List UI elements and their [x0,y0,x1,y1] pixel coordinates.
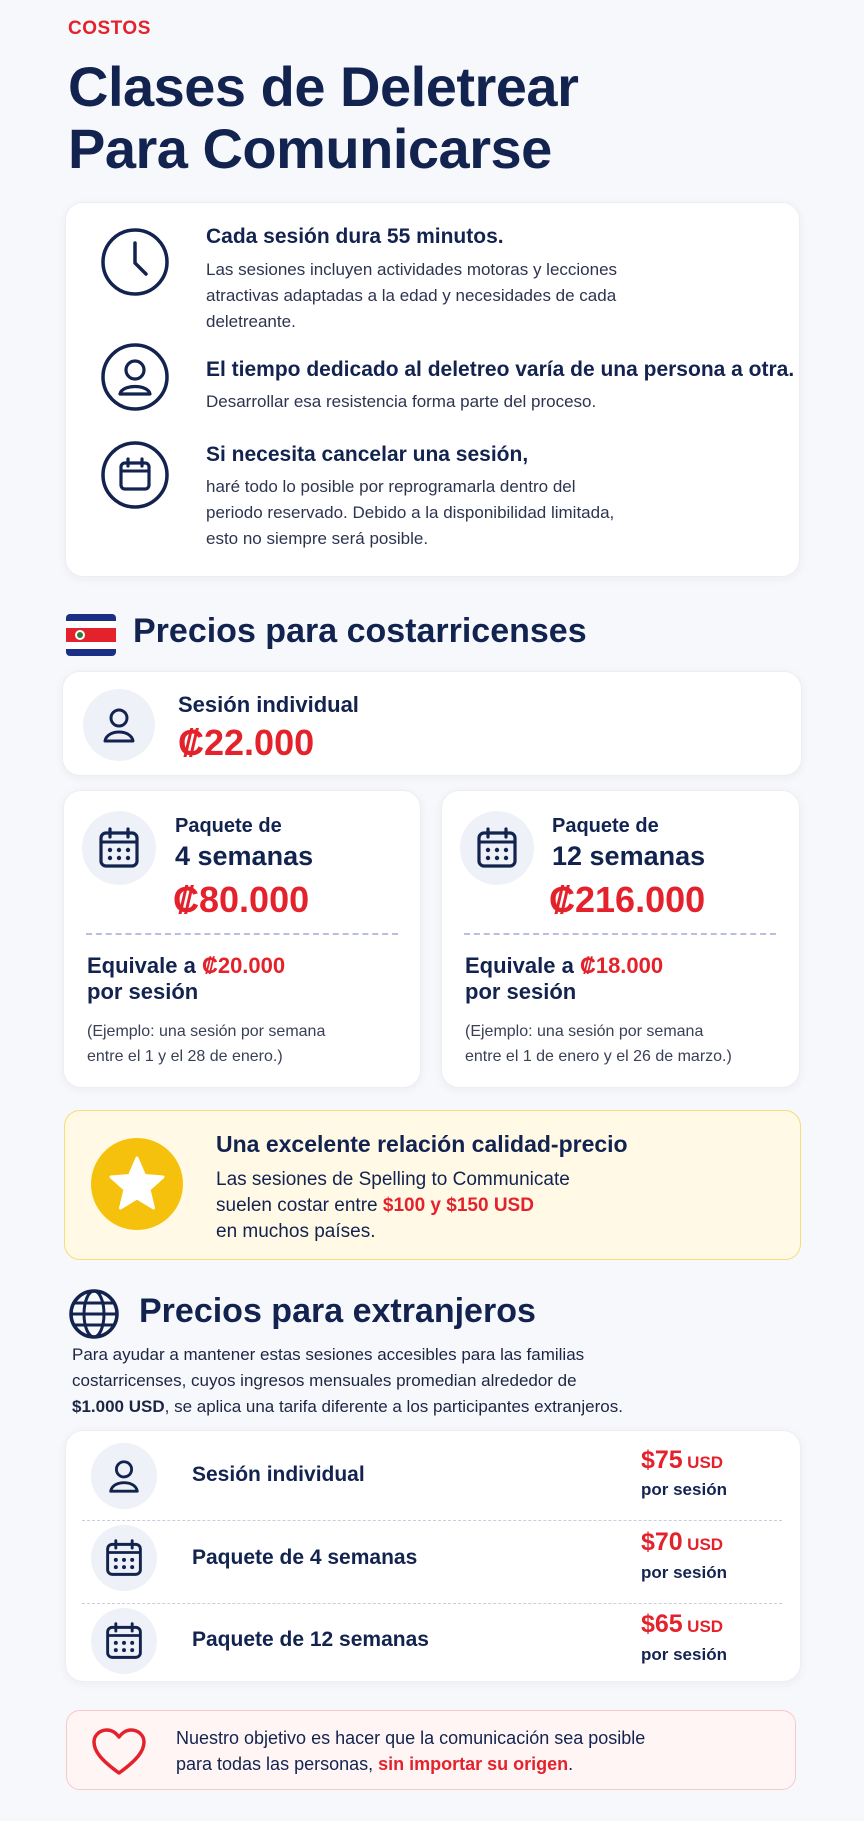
calendar-icon [104,1621,144,1661]
divider [464,933,776,935]
info-heading-cancel: Si necesita cancelar una sesión, [206,443,529,466]
star-icon [91,1138,183,1230]
foreign-price-unit: USD [687,1453,724,1472]
footer-text [176,1725,645,1777]
info-heading-time: El tiempo dedicado al deletreo varía de una persona a otra. [206,358,795,381]
info-body-line: atractivas adaptadas a la edad y necesidades de cada [206,286,617,305]
info-body-line: periodo reservado. Debido a la disponibilidad limitada, [206,503,615,522]
foreign-row-per: por sesión [641,1563,727,1582]
foreign-row-icon-bg [91,1443,157,1509]
foreign-intro-line: costarricenses, cuyos ingresos mensuales promedian alrededor de [72,1371,577,1390]
info-heading-duration: Cada sesión dura 55 minutos. [206,225,504,248]
foreign-row-price [641,1610,723,1642]
foreign-intro-line: Para ayudar a mantener estas sesiones accesibles para las familias [72,1345,585,1364]
info-body-line: deletreante. [206,312,296,331]
foreign-row-per: por sesión [641,1480,727,1499]
footer-suffix: . [568,1754,574,1774]
cr-12-weeks-price: ₡216.000 [549,879,706,920]
cr-12-weeks-line2: 12 semanas [552,841,706,871]
cr-single-label: Sesión individual [178,692,359,717]
cr-4-weeks-per-session: por sesión [87,979,199,1004]
eyebrow-label: COSTOS [68,18,151,39]
foreign-row-label: Sesión individual [192,1463,365,1486]
divider [86,933,398,935]
equivalent-price: ₡20.000 [201,953,286,978]
value-body [216,1167,570,1245]
person-icon [100,342,170,412]
footer-line: Nuestro objetivo es hacer que la comunicación sea posible [176,1728,646,1748]
clock-icon [100,227,170,297]
foreign-intro [72,1342,802,1420]
cr-4-weeks-line1: Paquete de [175,815,282,837]
foreign-row-per: por sesión [641,1645,727,1664]
foreign-row-price [641,1528,723,1560]
foreign-intro-income: $1.000 USD [72,1397,165,1416]
costa-rica-flag-icon [66,614,116,656]
section-title-costa-rica: Precios para costarricenses [133,612,587,650]
divider [82,1520,782,1521]
cr-single-price: ₡22.000 [178,722,315,763]
cr-4-weeks-icon-bg [82,811,156,885]
value-body-prefix: suelen costar entre [216,1195,383,1216]
value-price-range: $100 y $150 USD [382,1195,534,1216]
person-icon [105,1457,143,1495]
foreign-price-value: $70 [641,1528,683,1556]
page-title-line1: Clases de Deletrear [68,55,579,118]
equivalent-prefix: Equivale a [87,953,202,978]
calendar-icon [100,440,170,510]
info-body-time [206,389,596,415]
equivalent-price: ₡18.000 [579,953,664,978]
foreign-row-label: Paquete de 4 semanas [192,1546,418,1569]
value-title: Una excelente relación calidad-precio [216,1131,628,1157]
cr-single-session-card [62,671,802,776]
foreign-row-label: Paquete de 12 semanas [192,1628,429,1651]
foreign-price-value: $65 [641,1610,683,1638]
calendar-icon [97,826,141,870]
person-icon [99,705,139,745]
value-callout [64,1110,801,1260]
example-line: entre el 1 y el 28 de enero.) [87,1048,283,1065]
info-body-duration [206,257,617,335]
cr-12-weeks-icon-bg [460,811,534,885]
foreign-row-icon-bg [91,1525,157,1591]
foreign-intro-line [72,1394,802,1420]
example-line: entre el 1 de enero y el 26 de marzo.) [465,1048,732,1065]
page-title-line2: Para Comunicarse [68,117,552,180]
page-title [68,56,578,180]
cr-12-weeks-card [441,790,800,1088]
foreign-price-value: $75 [641,1446,683,1474]
cr-12-weeks-per-session: por sesión [465,979,577,1004]
equivalent-prefix: Equivale a [465,953,580,978]
example-line: (Ejemplo: una sesión por semana [87,1023,326,1040]
cr-4-weeks-price: ₡80.000 [173,879,310,920]
foreign-price-unit: USD [687,1617,724,1636]
cr-4-weeks-example [87,1019,325,1069]
divider [82,1603,782,1604]
cr-12-weeks-example [465,1019,732,1069]
value-body-line: en muchos países. [216,1221,376,1242]
value-body-line [216,1193,570,1219]
cr-4-weeks-equivalent [87,953,285,979]
cr-4-weeks-line2: 4 semanas [175,841,314,871]
info-body-line: esto no siempre será posible. [206,529,429,548]
footer-line [176,1751,645,1777]
calendar-icon [475,826,519,870]
section-title-foreign: Precios para extranjeros [139,1292,536,1330]
cr-12-weeks-line1: Paquete de [552,815,659,837]
info-card [65,202,800,577]
value-body-line: Las sesiones de Spelling to Communicate [216,1169,570,1190]
info-body-line: haré todo lo posible por reprogramarla dentro del [206,477,576,496]
cr-single-icon-bg [83,689,155,761]
cr-4-weeks-card [63,790,421,1088]
foreign-row-icon-bg [91,1608,157,1674]
cr-12-weeks-equivalent [465,953,663,979]
heart-icon [91,1727,147,1777]
info-body-cancel [206,474,614,552]
footer-highlight: sin importar su origen [378,1754,569,1774]
footer-callout [66,1710,796,1790]
foreign-intro-rest: , se aplica una tarifa diferente a los participantes extranjeros. [164,1397,623,1416]
globe-icon [68,1288,120,1340]
info-body-line: Desarrollar esa resistencia forma parte del proceso. [206,392,597,411]
info-body-line: Las sesiones incluyen actividades motoras y lecciones [206,260,618,279]
calendar-icon [104,1538,144,1578]
foreign-price-unit: USD [687,1535,724,1554]
footer-prefix: para todas las personas, [176,1754,379,1774]
foreign-row-price [641,1446,723,1478]
example-line: (Ejemplo: una sesión por semana [465,1023,704,1040]
